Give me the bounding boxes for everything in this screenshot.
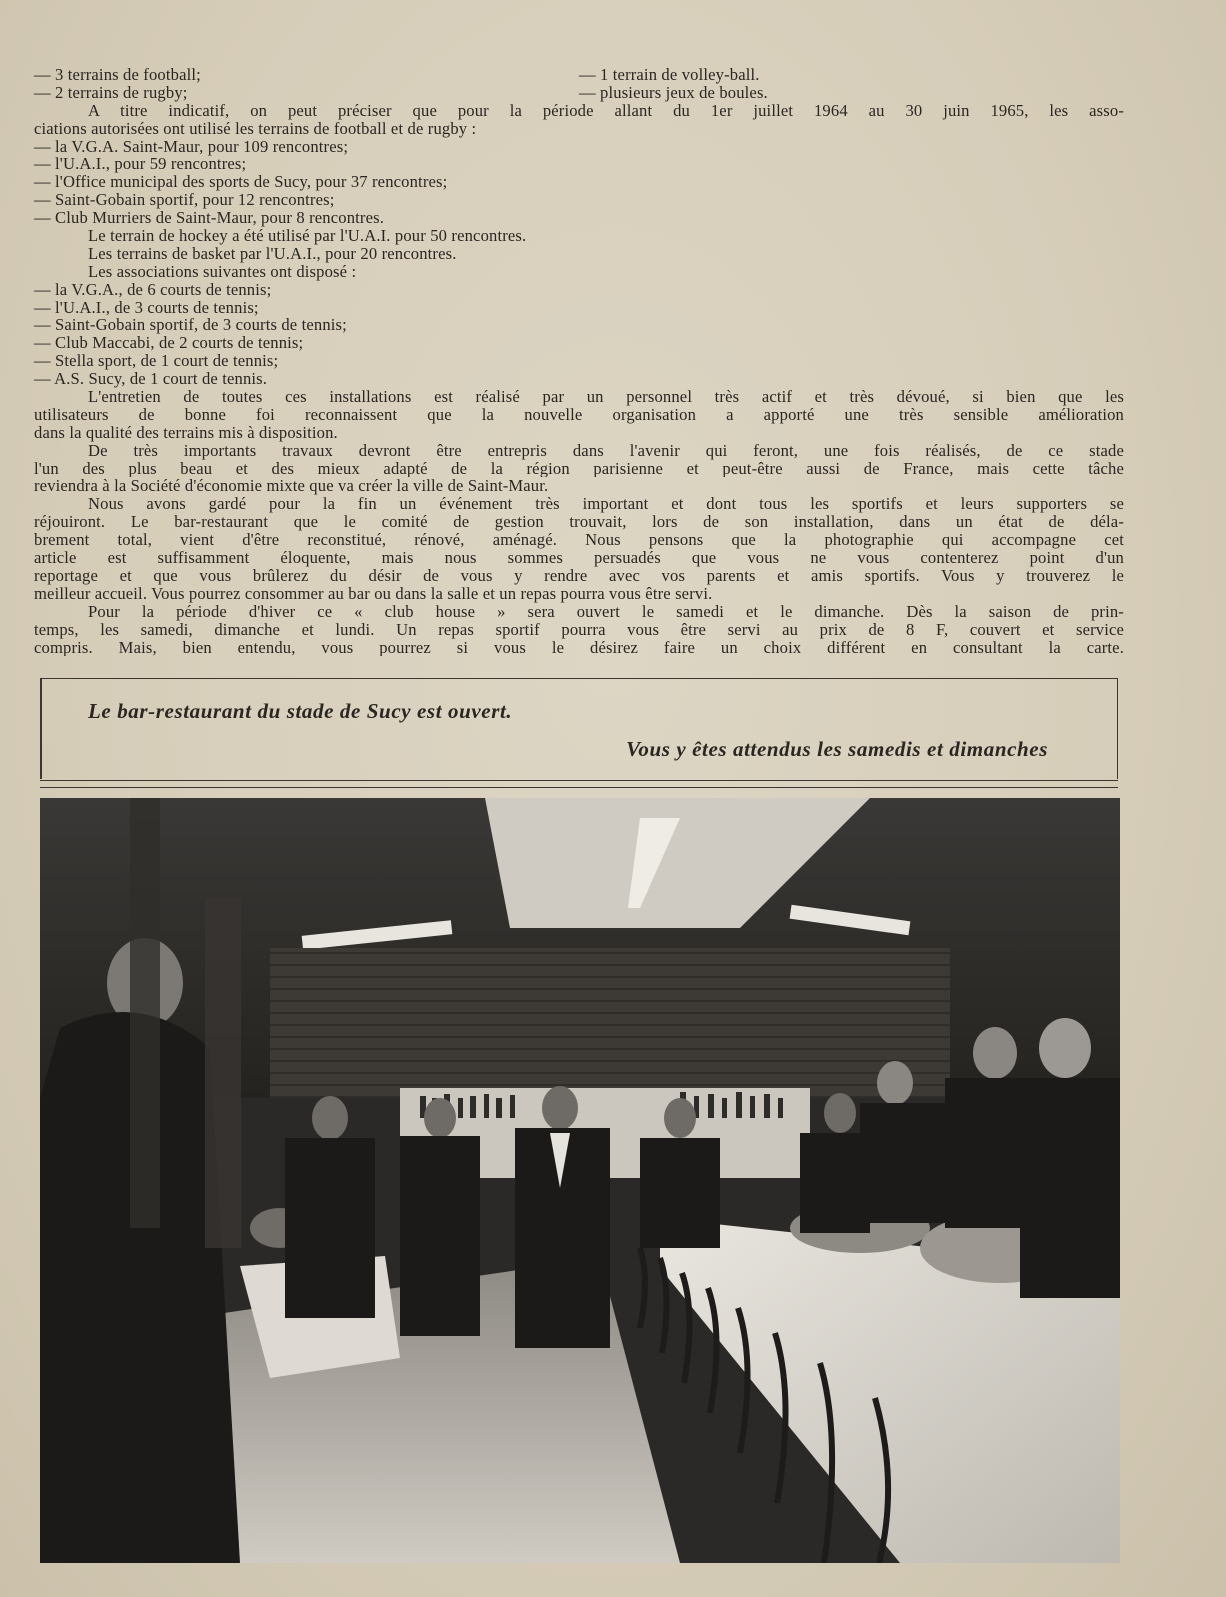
article-line: Le terrain de hockey a été utilisé par l'U.A.I. pour 50 rencontres.: [88, 226, 527, 246]
article-line: — Club Maccabi, de 2 courts de tennis;: [34, 333, 304, 353]
article-body: [34, 102, 1124, 657]
article-line: reportage et que vous brûlerez du désir de vous y rendre avec vos parents et amis sportifs. Vous y trouverez le: [34, 566, 1124, 585]
facility-item: — plusieurs jeux de boules.: [579, 82, 768, 102]
facility-list-row: [34, 66, 1124, 84]
article-line: compris. Mais, bien entendu, vous pourrez si vous le désirez faire un choix différent en consultant la carte.: [34, 638, 1124, 657]
article-line: dans la qualité des terrains mis à disposition.: [34, 422, 338, 442]
banner-border-right: [1117, 679, 1119, 779]
banner-divider: [40, 780, 1118, 781]
article-line: — l'U.A.I., de 3 courts de tennis;: [34, 297, 259, 317]
article-line: — la V.G.A., de 6 courts de tennis;: [34, 279, 272, 299]
article-line: — l'Office municipal des sports de Sucy, pour 37 rencontres;: [34, 172, 448, 192]
article-text: [34, 66, 1124, 656]
banner-border-left: [40, 679, 42, 779]
banner-subline: Vous y êtes attendus les samedis et dimanches: [626, 737, 1048, 761]
article-line: meilleur accueil. Vous pourrez consommer au bar ou dans la salle et un repas pourra vous être servi.: [34, 583, 713, 603]
article-line: — Saint-Gobain sportif, pour 12 rencontres;: [34, 190, 335, 210]
article-line: Les associations suivantes ont disposé :: [88, 261, 357, 281]
article-line: A titre indicatif, on peut préciser que pour la période allant du 1er juillet 1964 au 30 juin 1965, les asso-: [88, 101, 1124, 120]
facility-item: — 3 terrains de football;: [34, 65, 201, 84]
article-line: — l'U.A.I., pour 59 rencontres;: [34, 154, 247, 174]
article-line: De très importants travaux devront être entrepris dans l'avenir qui feront, une fois réalisés, de ce stade: [88, 441, 1124, 460]
article-line: brement total, vient d'être reconstitué, rénové, aménagé. Nous pensons que la photographie qui accompagne cet: [34, 531, 1124, 550]
article-line: — Club Murriers de Saint-Maur, pour 8 rencontres.: [34, 208, 385, 228]
article-line: l'un des plus beau et des mieux adapté de la région parisienne et peut-être aussi de France, mais cette tâche: [34, 459, 1124, 478]
article-line: Les terrains de basket par l'U.A.I., pour 20 rencontres.: [88, 243, 457, 263]
article-line: Nous avons gardé pour la fin un événement très important et dont tous les sportifs et leurs supporters se: [88, 495, 1124, 514]
article-line: utilisateurs de bonne foi reconnaissent que la nouvelle organisation a apporté une très sensible amélioration: [34, 405, 1124, 424]
facility-item: — 2 terrains de rugby;: [34, 82, 188, 102]
wooden-wall: [270, 948, 950, 1098]
banner-headline: Le bar-restaurant du stade de Sucy est ouvert.: [88, 699, 513, 723]
article-line: — Stella sport, de 1 court de tennis;: [34, 351, 279, 371]
article-line: — Saint-Gobain sportif, de 3 courts de tennis;: [34, 315, 347, 335]
restaurant-photo-illustration: [40, 798, 1120, 1563]
article-line: temps, les samedi, dimanche et lundi. Un repas sportif pourra vous être servi au prix de 8 F, couvert et service: [34, 620, 1124, 639]
article-line: — la V.G.A. Saint-Maur, pour 109 rencontres;: [34, 136, 349, 156]
facility-list-row: [34, 84, 1124, 102]
article-line: article est suffisamment éloquente, mais nous sommes persuadés que vous ne vous contenterez point d'un: [34, 549, 1124, 567]
article-line: reviendra à la Société d'économie mixte que va créer la ville de Saint-Maur.: [34, 476, 549, 496]
article-line: ciations autorisées ont utilisé les terrains de football et de rugby :: [34, 118, 477, 138]
article-line: Pour la période d'hiver ce « club house » sera ouvert le samedi et le dimanche. Dès la saison de prin-: [88, 602, 1124, 621]
article-line: L'entretien de toutes ces installations est réalisé par un personnel très actif et très dévoué, si bien que les: [88, 388, 1124, 406]
announcement-banner: [40, 678, 1118, 788]
facility-item: — 1 terrain de volley-ball.: [579, 65, 760, 84]
article-line: — A.S. Sucy, de 1 court de tennis.: [34, 369, 268, 389]
article-line: réjouiront. Le bar-restaurant que le comité de gestion trouvait, lors de son installation, dans un état de déla-: [34, 513, 1124, 532]
restaurant-photo: [40, 798, 1120, 1563]
